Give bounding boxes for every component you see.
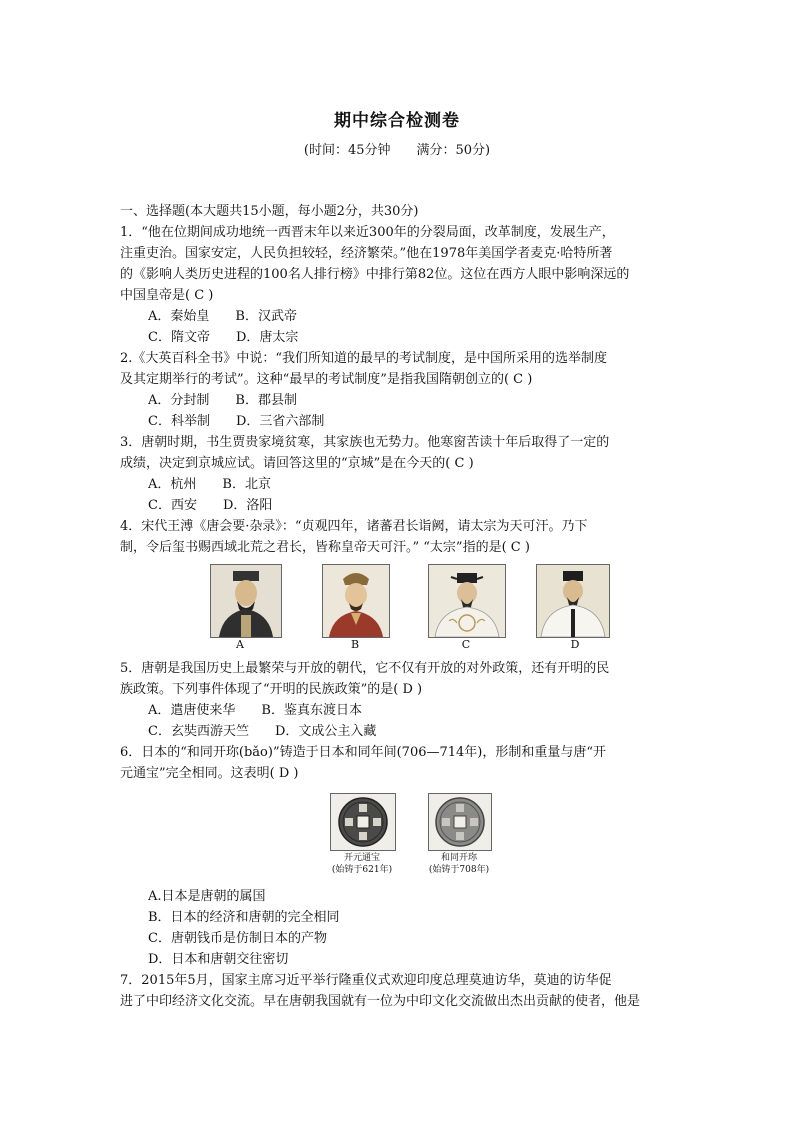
portrait-d-image <box>536 564 610 638</box>
q1-text-line: 注重吏治。国家安定，人民负担较轻，经济繁荣。”他在1978年美国学者麦克·哈特所著 <box>120 246 613 261</box>
q6-option-a: A.日本是唐朝的属国 <box>148 889 266 904</box>
q3-text-line: 成绩，决定到京城应试。请回答这里的“京城”是在今天的( C ) <box>120 456 474 471</box>
portrait-a-label: A <box>236 638 244 651</box>
portrait-d-label: D <box>570 638 580 651</box>
q3-text-line: 3．唐朝时期，书生贾贵家境贫寒，其家族也无势力。他寒窗苦读十年后取得了一定的 <box>120 435 610 450</box>
q4-text-line: 制，令后玺书赐西域北荒之君长，皆称皇帝天可汗。” “太宗”指的是( C ) <box>120 540 530 555</box>
q7-text-line: 7．2015年5月，国家主席习近平举行隆重仪式欢迎印度总理莫迪访华，莫迪的访华促 <box>120 973 612 988</box>
q1-options: A．秦始皇 B．汉武帝 <box>148 309 297 324</box>
q1-text-line: 1．“他在位期间成功地统一西晋末年以来近300年的分裂局面，改革制度，发展生产， <box>120 225 615 240</box>
coin-name: 和同开珎 <box>440 853 477 863</box>
q5-text-line: 族政策。下列事件体现了“开明的民族政策”的是( D ) <box>120 682 423 697</box>
q6-text-line: 6．日本的“和同开珎(bǎo)”铸造于日本和同年间(706—714年)，形制和重量与唐“开 <box>120 745 607 760</box>
wadokaichin-coin-image <box>428 793 492 851</box>
q1-text-line: 中国皇帝是( C ) <box>120 288 214 303</box>
portrait-c-image <box>428 564 506 638</box>
portrait-a-image <box>210 564 282 638</box>
portrait-b-label: B <box>350 638 360 651</box>
coin-note: (始铸于621年) <box>331 865 393 875</box>
q6-text-line: 元通宝”完全相同。这表明( D ) <box>120 766 299 781</box>
q1-options: C．隋文帝 D．唐太宗 <box>148 330 299 345</box>
q5-options: C．玄奘西游天竺 D．文成公主入藏 <box>148 724 377 739</box>
q6-option-c: C．唐朝钱币是仿制日本的产物 <box>148 931 327 946</box>
q2-options: A．分封制 B．郡县制 <box>148 393 297 408</box>
q2-text-line: 2.《大英百科全书》中说：“我们所知道的最早的考试制度，是中国所采用的选举制度 <box>120 351 608 366</box>
section-heading: 一、选择题(本大题共15小题，每小题2分，共30分) <box>120 204 419 219</box>
q1-text-line: 的《影响人类历史进程的100名人排行榜》中排行第82位。这位在西方人眼中影响深远的 <box>120 267 630 282</box>
q5-options: A．遣唐使来华 B．鉴真东渡日本 <box>148 703 362 718</box>
q2-text-line: 及其定期举行的考试”。这种“最早的考试制度”是指我国隋朝创立的( C ) <box>120 372 533 387</box>
portrait-b-image <box>322 564 390 638</box>
q6-option-d: D．日本和唐朝交往密切 <box>148 952 289 967</box>
kaiyuan-coin-image <box>330 793 396 851</box>
q4-text-line: 4．宋代王溥《唐会要·杂录》：“贞观四年，诸蕃君长诣阙，请太宗为天可汗。乃下 <box>120 519 588 534</box>
coin-name: 开元通宝 <box>343 853 380 863</box>
page-subtitle: (时间：45分钟 满分：50分) <box>303 143 491 158</box>
coin-note: (始铸于708年) <box>428 865 490 875</box>
wadokaichin-coin-caption <box>419 852 499 876</box>
q6-option-b: B．日本的经济和唐朝的完全相同 <box>148 910 340 925</box>
q5-text-line: 5．唐朝是我国历史上最繁荣与开放的朝代，它不仅有开放的对外政策，还有开明的民 <box>120 661 610 676</box>
q7-text-line: 进了中印经济文化交流。早在唐朝我国就有一位为中印文化交流做出杰出贡献的使者，他是 <box>120 994 641 1009</box>
q2-options: C．科举制 D．三省六部制 <box>148 414 325 429</box>
page-title: 期中综合检测卷 <box>334 111 460 131</box>
q3-options: A．杭州 B．北京 <box>148 477 271 492</box>
kaiyuan-coin-caption <box>322 852 402 876</box>
q3-options: C．西安 D．洛阳 <box>148 498 273 513</box>
portrait-c-label: C <box>461 638 471 651</box>
